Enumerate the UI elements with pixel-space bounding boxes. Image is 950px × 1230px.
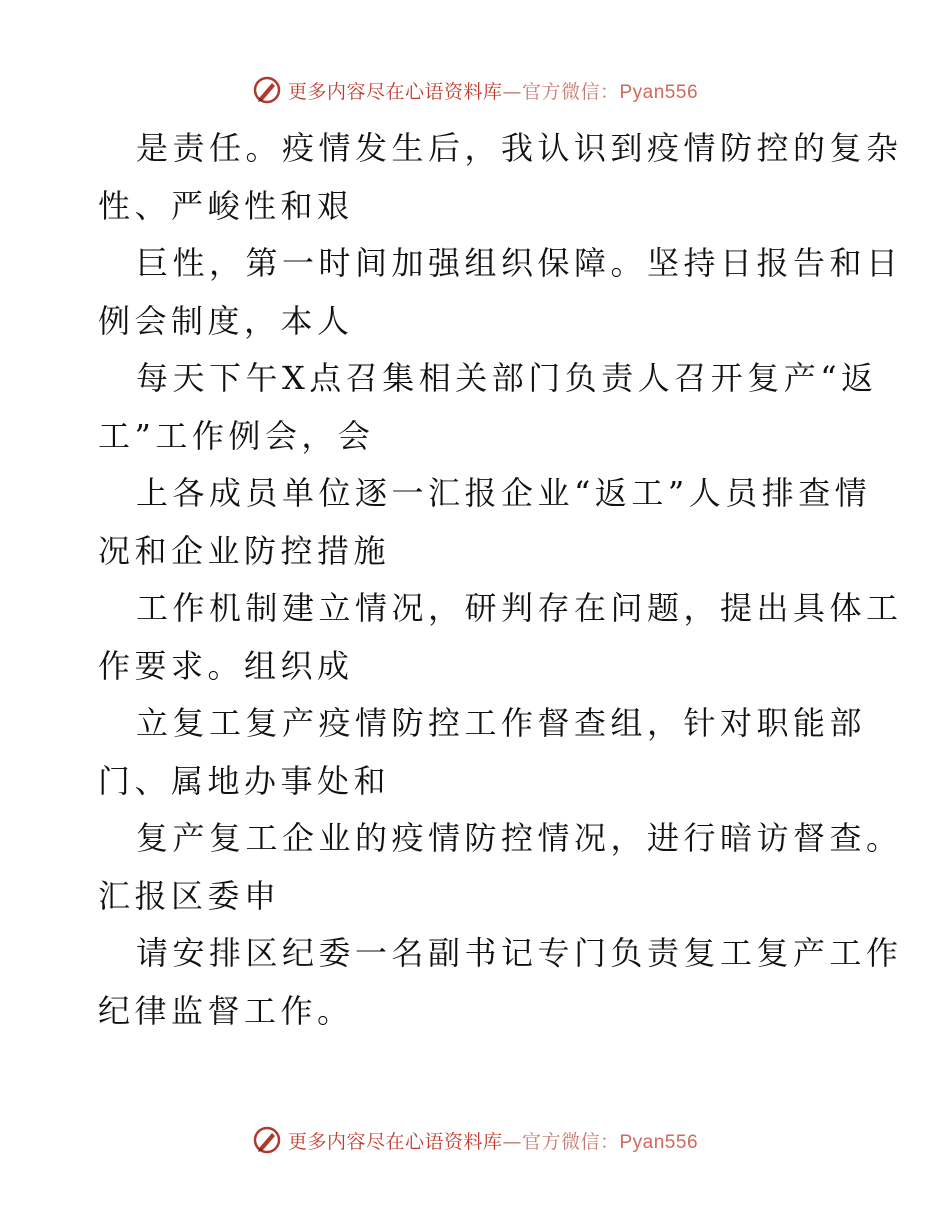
text-line: 复产复工企业的疫情防控情况，进行暗访督查。 (136, 819, 903, 857)
banner-main: 更多内容尽在心语资料库 (287, 80, 503, 103)
pen-logo-icon (252, 1125, 282, 1155)
text-line: 是责任。疫情发生后，我认识到疫情防控的复杂 (136, 129, 903, 167)
text-line: 每天下午X点召集相关部门负责人召开复产“返 (136, 359, 878, 397)
banner-text (288, 1127, 698, 1154)
banner-dash: — (502, 1130, 522, 1153)
text-line: 性、严峻性和艰 (98, 186, 354, 225)
header-banner (0, 70, 950, 110)
text-line: 工作机制建立情况，研判存在问题，提出具体工 (136, 589, 903, 627)
banner-main: 更多内容尽在心语资料库 (287, 1130, 503, 1153)
banner-text (288, 77, 698, 104)
document-body (98, 120, 903, 1040)
text-line: 汇报区委申 (98, 876, 281, 915)
banner-wechat-id: Pyan556 (619, 1131, 699, 1153)
text-line: 巨性，第一时间加强组织保障。坚持日报告和日 (136, 244, 903, 282)
banner-wechat-id: Pyan556 (619, 81, 699, 103)
text-line: 工”工作例会，会 (98, 416, 375, 455)
banner-wechat-label: 官方微信： (521, 1130, 620, 1153)
text-line: 纪律监督工作。 (98, 991, 354, 1030)
text-line: 况和企业防控措施 (98, 531, 391, 570)
footer-banner (0, 1120, 950, 1160)
text-line: 立复工复产疫情防控工作督查组，针对职能部 (136, 704, 867, 742)
text-line: 作要求。组织成 (98, 646, 354, 685)
text-line: 门、属地办事处和 (98, 761, 391, 800)
banner-dash: — (502, 80, 522, 103)
text-line: 上各成员单位逐一汇报企业“返工”人员排查情 (136, 474, 872, 512)
text-line: 例会制度，本人 (98, 301, 354, 340)
text-line: 请安排区纪委一名副书记专门负责复工复产工作 (136, 934, 903, 972)
pen-logo-icon (252, 75, 282, 105)
banner-wechat-label: 官方微信： (521, 80, 620, 103)
